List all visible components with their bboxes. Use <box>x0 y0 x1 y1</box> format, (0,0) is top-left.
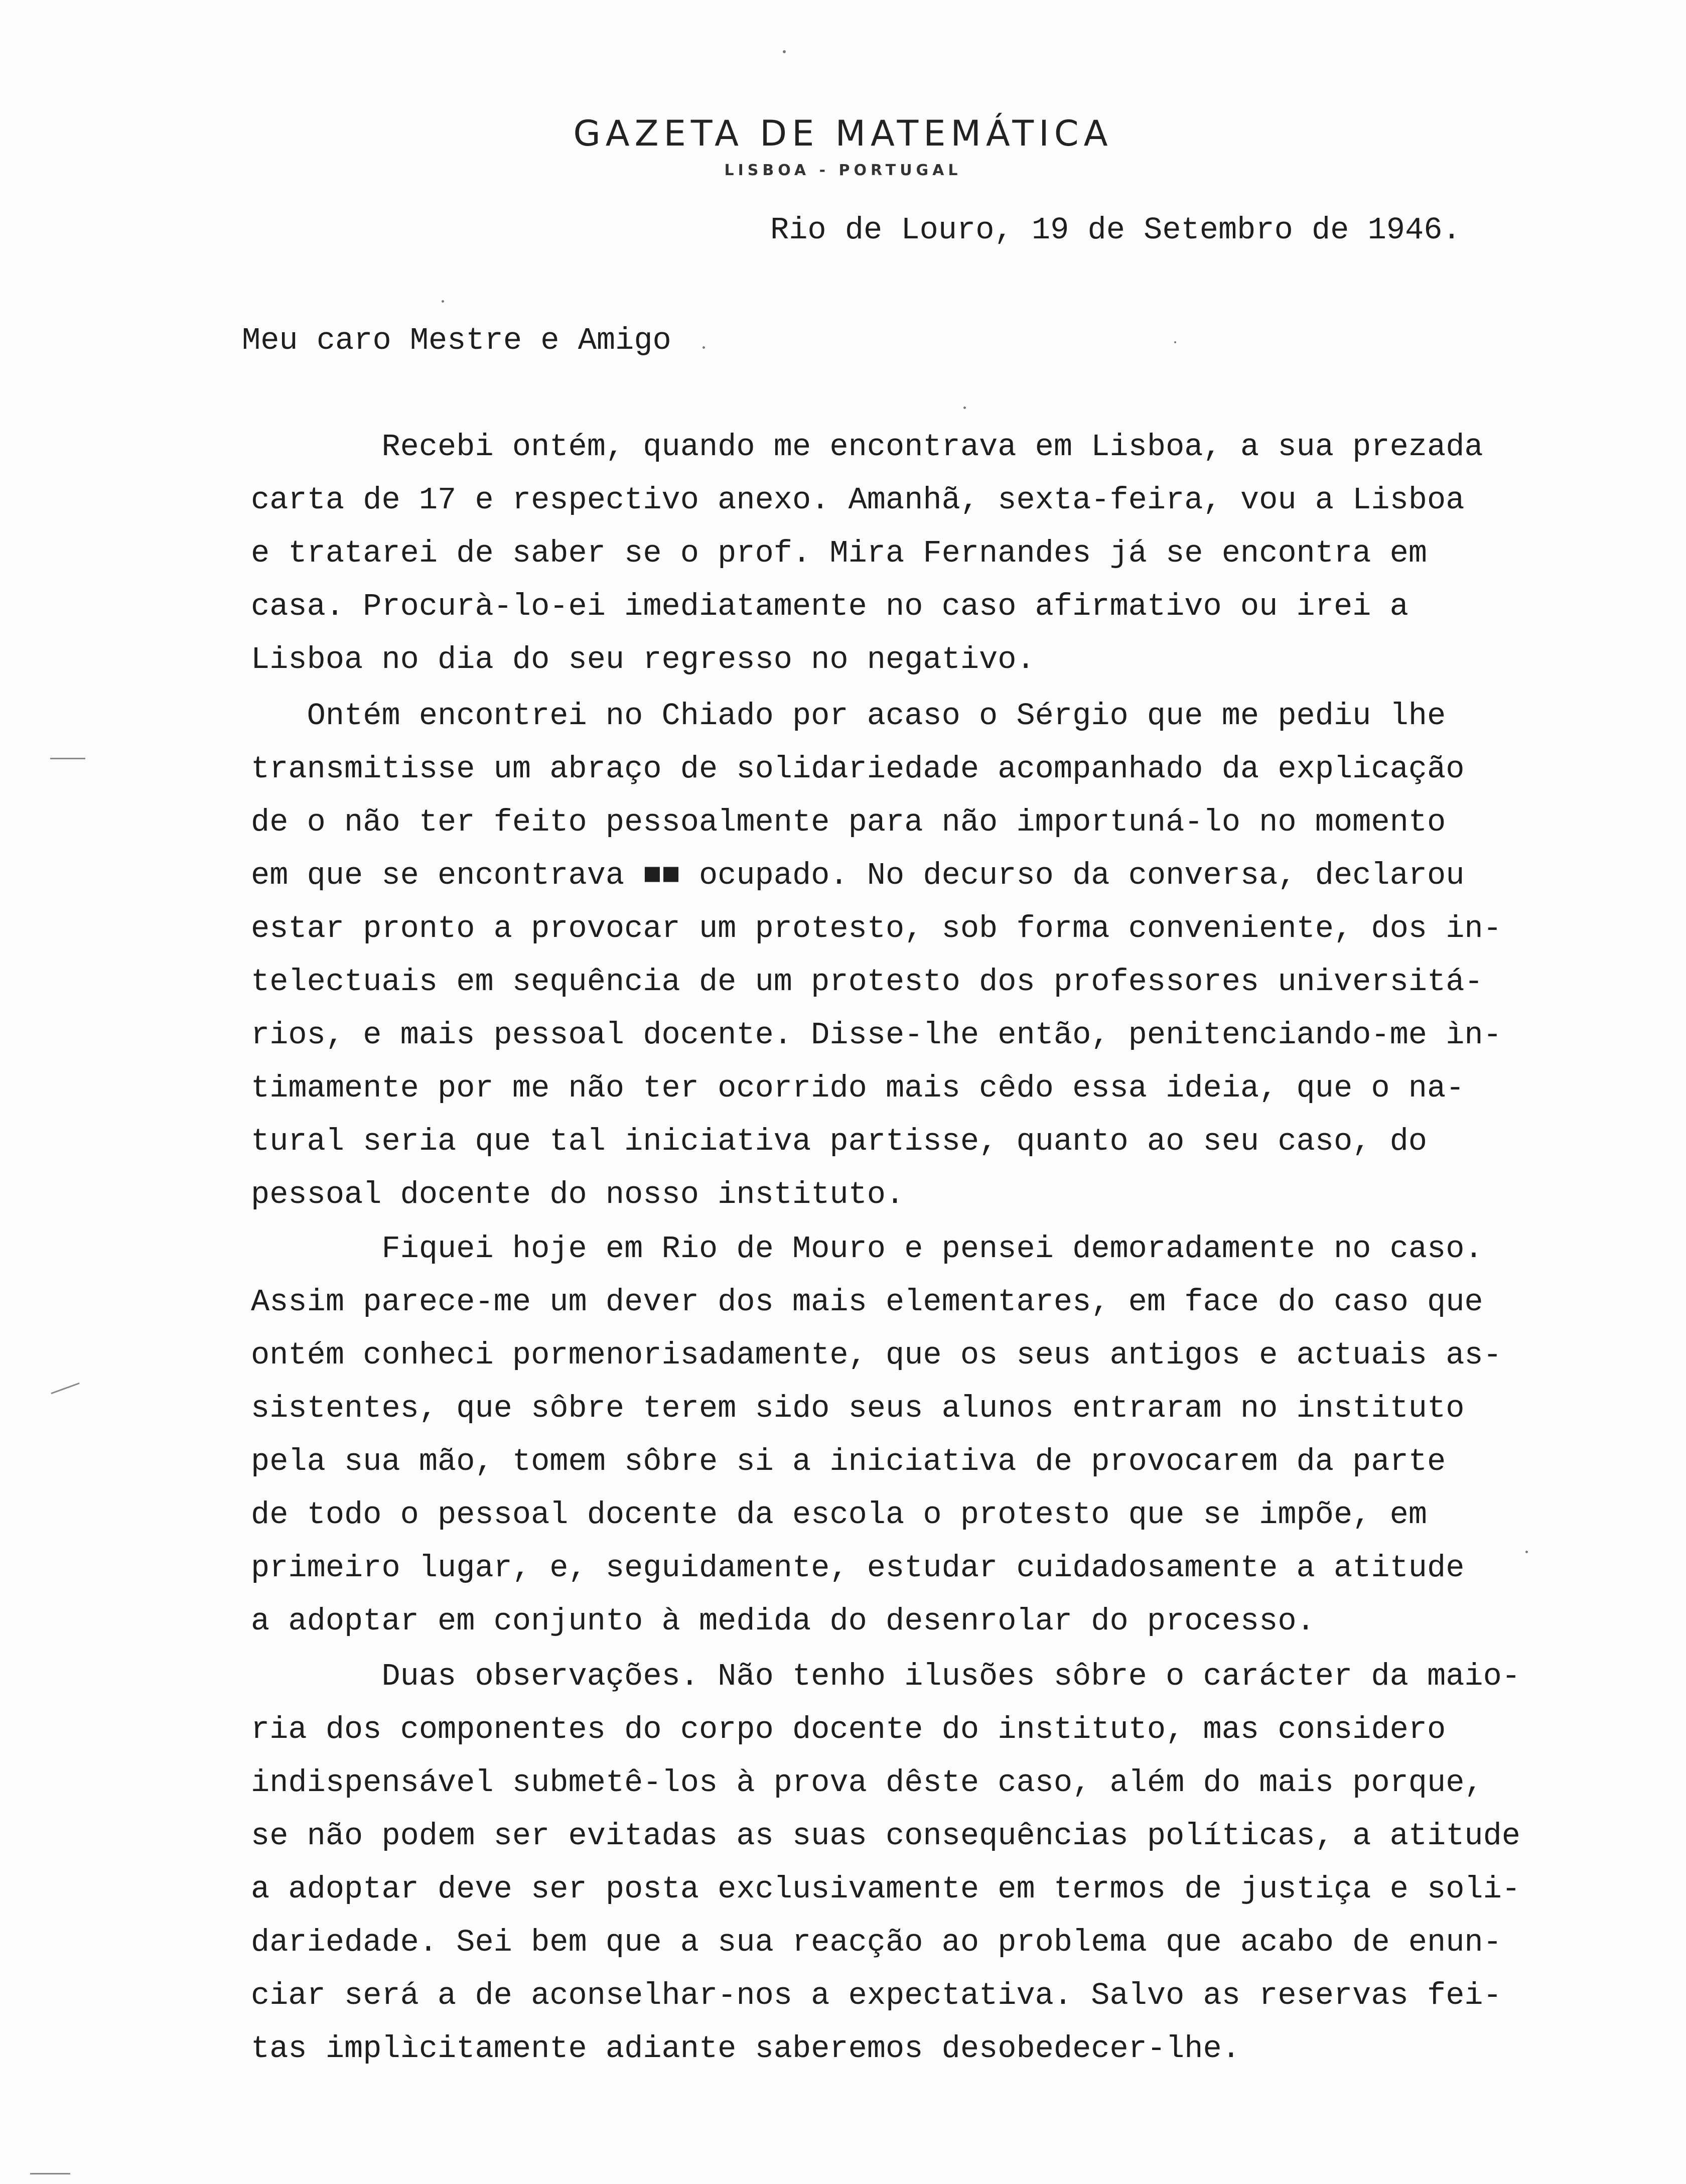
scan-speck <box>783 50 786 53</box>
body-line: em que se encontrava ■■ ocupado. No decurso da conversa, declarou <box>251 858 1465 893</box>
letterhead-subtitle: LISBOA - PORTUGAL <box>724 162 962 179</box>
body-line: Recebi ontém, quando me encontrava em Lisboa, a sua prezada <box>251 429 1483 465</box>
body-line: de o não ter feito pessoalmente para não importuná-lo no momento <box>251 804 1446 840</box>
dateline: Rio de Louro, 19 de Setembro de 1946. <box>770 212 1461 248</box>
margin-mark <box>51 1383 79 1394</box>
body-line: estar pronto a provocar um protesto, sob forma conveniente, dos in- <box>251 911 1502 946</box>
body-line: a adoptar em conjunto à medida do desenrolar do processo. <box>251 1603 1315 1639</box>
body-line: tas implìcitamente adiante saberemos desobedecer-lhe. <box>251 2031 1240 2067</box>
body-line: Ontém encontrei no Chiado por acaso o Sérgio que me pediu lhe <box>251 698 1446 734</box>
body-line: Duas observações. Não tenho ilusões sôbre o carácter da maio- <box>251 1659 1521 1694</box>
body-line: indispensável submetê-los à prova dêste caso, além do mais porque, <box>251 1765 1483 1801</box>
scan-speck <box>702 346 705 349</box>
margin-mark <box>50 758 85 759</box>
salutation: Meu caro Mestre e Amigo <box>242 323 671 358</box>
body-line: casa. Procurà-lo-ei imediatamente no caso afirmativo ou irei a <box>251 589 1409 624</box>
scan-speck <box>1525 1551 1528 1553</box>
body-line: Fiquei hoje em Rio de Mouro e pensei demoradamente no caso. <box>251 1231 1483 1267</box>
scan-speck <box>442 300 444 303</box>
body-line: Lisboa no dia do seu regresso no negativo. <box>251 642 1035 677</box>
body-line: e tratarei de saber se o prof. Mira Fernandes já se encontra em <box>251 535 1427 571</box>
body-line: ciar será a de aconselhar-nos a expectativa. Salvo as reservas fei- <box>251 1978 1502 2013</box>
letterhead-title: GAZETA DE MATEMÁTICA <box>573 113 1113 154</box>
body-line: telectuais em sequência de um protesto dos professores universitá- <box>251 964 1483 1000</box>
body-line: sistentes, que sôbre terem sido seus alunos entraram no instituto <box>251 1391 1465 1426</box>
body-line: transmitisse um abraço de solidariedade acompanhado da explicação <box>251 751 1465 787</box>
body-line: rios, e mais pessoal docente. Disse-lhe então, penitenciando-me ìn- <box>251 1017 1502 1053</box>
body-line: dariedade. Sei bem que a sua reacção ao problema que acabo de enun- <box>251 1925 1502 1960</box>
scan-speck <box>963 406 966 409</box>
body-line: pela sua mão, tomem sôbre si a iniciativa de provocarem da parte <box>251 1444 1446 1479</box>
margin-mark <box>30 2173 70 2174</box>
body-line: ontém conheci pormenorisadamente, que os seus antigos e actuais as- <box>251 1337 1502 1373</box>
body-line: timamente por me não ter ocorrido mais cêdo essa ideia, que o na- <box>251 1070 1465 1106</box>
scan-speck <box>1174 341 1176 343</box>
body-line: ria dos componentes do corpo docente do instituto, mas considero <box>251 1712 1446 1747</box>
body-line: de todo o pessoal docente da escola o protesto que se impõe, em <box>251 1497 1427 1533</box>
body-line: Assim parece-me um dever dos mais elementares, em face do caso que <box>251 1284 1483 1320</box>
body-line: primeiro lugar, e, seguidamente, estudar cuidadosamente a atitude <box>251 1550 1465 1586</box>
body-line: carta de 17 e respectivo anexo. Amanhã, sexta-feira, vou a Lisboa <box>251 482 1465 518</box>
body-line: a adoptar deve ser posta exclusivamente em termos de justiça e soli- <box>251 1871 1521 1907</box>
body-line: tural seria que tal iniciativa partisse, quanto ao seu caso, do <box>251 1124 1427 1159</box>
body-line: se não podem ser evitadas as suas consequências políticas, a atitude <box>251 1818 1521 1854</box>
body-line: pessoal docente do nosso instituto. <box>251 1177 905 1212</box>
